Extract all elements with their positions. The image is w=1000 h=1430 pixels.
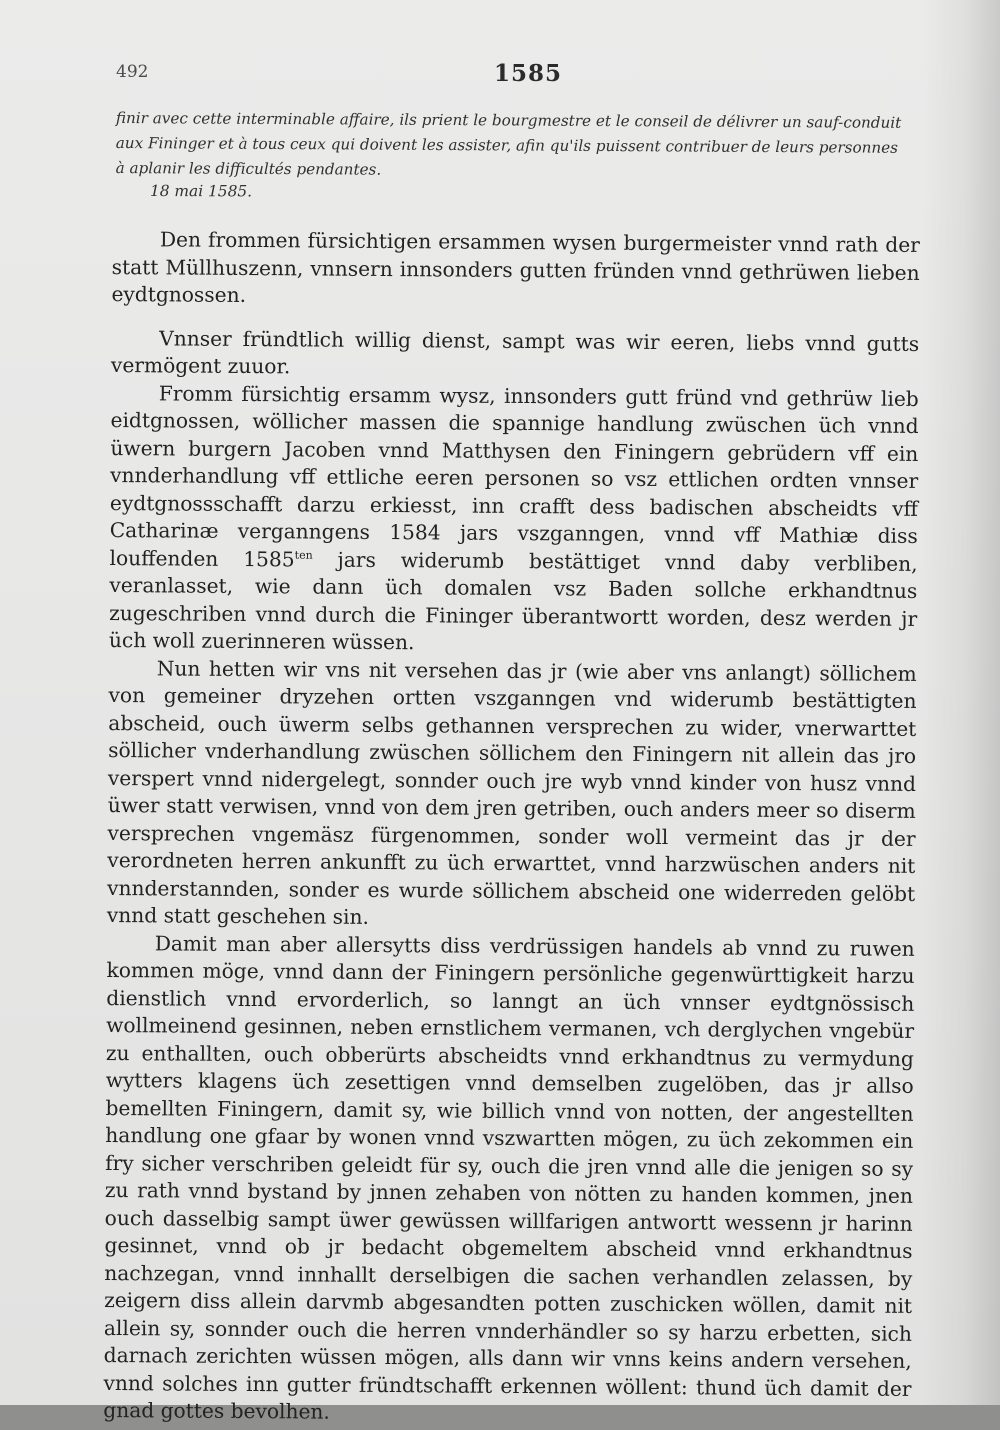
letter-greeting: Vnnser fründtlich willig dienst, sampt was wir eeren, liebs vnnd gutts vermögent zuuor. bbox=[110, 325, 920, 379]
year-title: 1585 bbox=[494, 60, 563, 87]
letter-paragraph-2: Nun hetten wir vns nit versehen das jr (wie aber vns anlangt) söllichem von gemeiner dryzehen ortten vszganngen vnd widerumb bestättigten abscheid, ouch üwerm selbs gethannen versprechen zu wider, vnerwarttet söllicher vnderhandlung zwüschen söllichem den Finingern nit allein das jro verspert vnnd nidergelegt, sonnder ouch jre wyb vnnd kinder von husz vnnd üwer statt verwisen, vnnd von dem jren getriben, ouch anders meer so diserm versprechen vngemäsz fürgenommen, sonder woll vermeint das jr der verordneten herren ankunfft zu üch erwarttet, vnnd harzwüschen anders nit vnnderstannden, sonder es wurde söllichem abscheid one widerreden gelöbt vnnd statt geschehen sin. bbox=[106, 655, 917, 929]
letter-paragraph-3: Damit man aber allersytts diss verdrüssigen handels ab vnnd zu ruwen kommen möge, vnnd dann der Finingern persönliche gegenwürttigkeit harzu dienstlich vnnd ervorderlich, so lanngt an üch vnnser eydtgnössisch wollmeinend gesinnen, neben ernstlichem vermanen, vch derglychen vngebür zu enthallten, ouch obberürts abscheidts vnnd erkhandtnus zu vermydung wytters klagens üch zesettigen vnnd demselben zugelöben, das jr allso bemellten Finingern, damit sy, wie billich vnnd von notten, der angestellten handlung one gfaar by wonen vnnd vszwartten mögen, zu üch zekommen ein fry sicher verschriben geleidt für sy, ouch die jren vnnd alle die jenigen so sy zu rath vnnd bystand by jnnen zehaben von nötten zu handen kommen, jnen ouch dasselbig sampt üwer gewüssen willfarigen antwortt wessenn jr harinn gesinnet, vnnd ob jr bedacht obgemeltem abscheid vnnd erkhandtnus nachzegan, vnnd innhallt derselbigen die sachen verhandlen zelassen, by zeigern diss allein darvmb abgesandten potten zuschicken wöllen, damit nit allein sy, sonnder ouch die herren vnnderhändler so sy harzu erbetten, sich darnach zerichten wüssen mögen, alls dann wir vnns keins andern versehen, vnnd solches inn gutter fründtschafft erkennen wöllent: thund üch damit der gnad gottes bevolhen. bbox=[103, 930, 915, 1424]
document-summary bbox=[116, 106, 906, 186]
summary-line: finir avec cette interminable affaire, ils prient le bourgmestre et le conseil de délivrer un sauf-conduit bbox=[115, 108, 902, 132]
letter-address: Den frommen fürsichtigen ersammen wysen burgermeister vnnd rath der statt Müllhuszenn, vnnsern innsonders gutten fründen vnnd gethrüwen lieben eydtgnossen. bbox=[111, 227, 920, 307]
paragraph-text: Fromm fürsichtig ersamm wysz, innsonders gutt fründ vnd gethrüw lieb eidtgnossen, wöllicher massen die spannige handlung zwüschen üch vnnd üwern burgern Jacoben vnnd Matthysen den Finingern gebrüdern vff ein vnnderhandlung vff ettliche eeren personen so vsz ettlichen ordten vnnser eydtgnossschafft darzu erkiesst, inn crafft dess badischen abscheidts vff Catharinæ verganngens 1584 jars vszganngen, vnnd vff Mathiæ diss louffenden 1585 bbox=[109, 380, 919, 571]
superscript-ordinal: ten bbox=[294, 548, 313, 562]
page-number: 492 bbox=[116, 62, 149, 82]
paragraph-text: jars widerumb bestättiget vnnd daby verbliben, veranlasset, wie dann üch domalen vsz Baden sollche erkhandtnus zugeschriben vnnd durch die Fininger überantwortt worden, desz werden jr üch woll zuerinneren wüssen. bbox=[108, 546, 918, 655]
summary-line: à aplanir les difficultés pendantes. bbox=[115, 158, 382, 179]
letter-body bbox=[103, 226, 920, 1430]
page-edge-shadow bbox=[922, 0, 1000, 1405]
summary-line: aux Fininger et à tous ceux qui doivent les assister, afin qu'ils puissent contribuer de leurs personnes bbox=[115, 133, 899, 157]
document-date: 18 mai 1585. bbox=[149, 182, 253, 201]
letter-paragraph-1 bbox=[109, 379, 919, 660]
page-header bbox=[116, 62, 916, 94]
